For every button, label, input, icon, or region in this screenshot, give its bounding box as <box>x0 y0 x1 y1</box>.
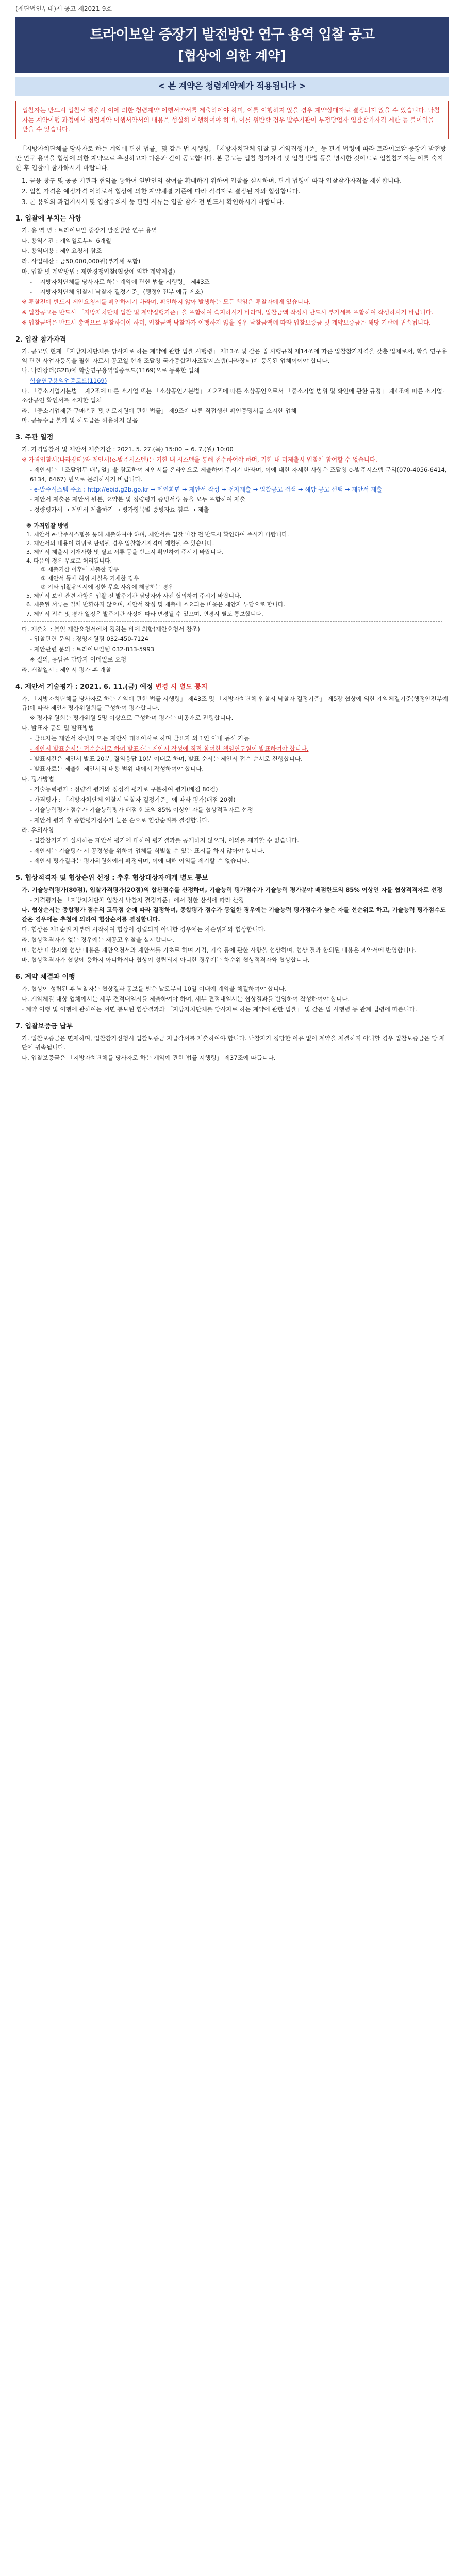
announcement-page <box>0 0 464 1074</box>
section-row: 다. 용역내용 : 제안요청서 참조 <box>22 247 102 255</box>
section-subrow: - 제안서 제출은 제안서 원본, 요약본 및 정량평가 증빙서류 등을 모두 포함하여 제출 <box>30 496 246 503</box>
section-row: 마. 입찰 및 계약방법 : 제한경쟁입찰(협상에 의한 계약체결) <box>22 267 175 275</box>
section-subrow: ※ 평가위원회는 평가위원 5명 이상으로 구성하며 평가는 비공개로 진행합니다. <box>30 714 234 722</box>
title-banner <box>15 17 449 73</box>
box-line: ※ 가격입찰 방법 <box>26 522 69 530</box>
box-line: ① 제출기한 이후에 제출한 경우 <box>41 566 119 573</box>
section-heading <box>15 682 449 692</box>
section-4 <box>15 682 449 866</box>
section-row: 라. 사업예산 : 금50,000,000원(부가세 포함) <box>22 257 141 265</box>
section-subrow: - 입찰관련 문의 : 경영지원팀 032-450-7124 <box>30 635 148 643</box>
section-row: 나. 계약체결 대상 업체에서는 세부 견적내역서를 제출하여야 하며, 세부 견적내역서는 협상결과를 반영하여 작성하여야 합니다. <box>22 995 350 1003</box>
section-3 <box>15 433 449 674</box>
section-row: 다. 제출처 : 불일 제안요청서에서 정하는 바에 의함(제안요청서 참조) <box>22 625 200 633</box>
section-row: 나. 입찰보증금은 「지방자치단체를 당사자로 하는 계약에 관한 법률 시행령」 제37조에 따릅니다. <box>22 1054 276 1061</box>
section-row: 가. 가격입찰서 및 제안서 제출기간 : 2021. 5. 27.(목) 15:00 ~ 6. 7.(월) 10:00 <box>22 446 234 453</box>
section-7 <box>15 1022 449 1063</box>
section-row: 나. 용역기간 : 계약일로부터 6개월 <box>22 237 111 245</box>
section-subrow: - 「지방자치단체 입찰시 낙찰자 결정기준」(행정안전부 예규 제호) <box>30 288 203 296</box>
section-row: 가. 입찰보증금은 면제하며, 입찰참가신청시 입찰보증금 지급각서를 제출하여야 합니다. 낙찰자가 정당한 이유 없이 계약을 체결하지 아니할 경우 입찰보증금은 당 재단에 귀속됩니다. <box>22 1034 445 1051</box>
section-heading: 1. 입찰에 부치는 사항 <box>15 215 82 223</box>
section-row: 마. 협상 대상자와 협상 내용은 제안요청서와 제안서를 기초로 하여 가격, 기술 등에 관한 사항을 협상하며, 협상 결과 합의된 내용은 계약서에 반영합니다. <box>22 946 417 954</box>
section-subrow: - 발표자료는 제출한 제안서의 내용 범위 내에서 작성하여야 합니다. <box>30 765 204 773</box>
section-subrow: - 「지방자치단체를 당사자로 하는 계약에 관한 법률 시행령」 제43조 <box>30 278 210 285</box>
section-subrow: - 제안서는 「조달업무 매뉴얼」을 참고하여 제안서를 온라인으로 제출하여 주시기 바라며, 이에 대한 자세한 사항은 조달청 e-발주시스템 문의(070-4056-6414, 6134, 6467) 번으로 문의하시기 바랍니다. <box>30 466 447 483</box>
section-row: - 계약 이행 및 이행에 관하여는 서면 통보된 협상결과와 「지방자치단체를 당사자로 하는 계약에 관한 법률」 및 같은 법 시행령 등 관계 법령에 따릅니다. <box>22 1006 417 1013</box>
box-line: 3. 제안서 제출시 기재사항 및 필요 서류 등을 반드시 확인하여 주시기 바랍니다. <box>26 549 223 556</box>
section-subrow: - 제안서 평가 후 종합평가점수가 높은 순으로 협상순위를 결정합니다. <box>30 816 210 824</box>
list-item: 3. 본 용역의 과업지시서 및 입찰유의서 등 관련 서류는 입찰 참가 전 반드시 확인하시기 바랍니다. <box>22 198 285 206</box>
section-row: 가. 기술능력평가(80점), 입찰가격평가(20점)의 합산점수를 산정하며, 기술능력 평가점수가 기술능력 평가분야 배점한도의 85% 이상인 자를 협상적격자로 선정 <box>22 886 443 893</box>
section-row: 나. 발표자 등록 및 발표방법 <box>22 724 94 732</box>
section-row: 가. 협상이 성립된 후 낙찰자는 협상결과 통보를 받은 날로부터 10일 이내에 계약을 체결하여야 합니다. <box>22 985 287 993</box>
page-subtitle: [협상에 의한 계약] <box>178 48 286 64</box>
section-5 <box>15 873 449 965</box>
section-row: 가. 「지방자치단체를 당사자로 하는 계약에 관한 법률 시행령」 제43조 및 「지방자치단체 입찰시 낙찰자 결정기준」 제5장 협상에 의한 계약체결기준(행정안전부예규)에 따라 제안서평가위원회를 구성하여 평가합니다. <box>22 694 448 711</box>
box-line: ③ 기타 입찰유의서에 정한 무효 사유에 해당하는 경우 <box>41 584 174 591</box>
section-row: 라. 유의사항 <box>22 826 54 834</box>
change-notice: 변경 시 별도 통지 <box>155 683 208 691</box>
section-subrow: - 기술능력평가 점수가 기술능력평가 배점 한도의 85% 이상인 자를 협상적격자로 선정 <box>30 806 253 814</box>
document-number: (재단법인부대)제 공고 제2021-9호 <box>15 5 112 12</box>
section-row: 라. 협상적격자가 없는 경우에는 재공고 입찰을 실시합니다. <box>22 936 174 943</box>
section-subrow: - 입찰참가자가 실시하는 제안서 평가에 대하여 평가결과를 공개하지 않으며, 이의를 제기할 수 없습니다. <box>30 837 299 844</box>
page-title: 트라이보알 증장기 발전방안 연구 용역 입찰 공고 <box>89 26 375 43</box>
section-row: 라. 「중소기업제품 구매촉진 및 판로지원에 관한 법률」 제9조에 따른 직접생산 확인증명서를 소지한 업체 <box>22 406 297 414</box>
section-row: 바. 협상적격자가 협상에 응하지 아니하거나 협상이 성립되지 아니한 경우에는 차순위 협상적격자와 협상합니다. <box>22 956 310 964</box>
section-row: 다. 「중소기업기본법」 제2조에 따른 소기업 또는 「소상공인기본법」 제2조에 따른 소상공인으로서 「중소기업 범위 및 확인에 관한 규정」 제4조에 따른 소기업·소상공인 확인서를 소지한 업체 <box>22 387 444 404</box>
box-line: 4. 다음의 경우 무효로 처리됩니다. <box>26 557 112 565</box>
integrity-notice: 입찰자는 반드시 입찰서 제출시 이에 의한 청렴계약 이행서약서를 제출하여야 하며, 이를 이행하지 않을 경우 계약상대자로 결정되지 않을 수 있습니다. 낙찰자는 계약이행 과정에서 청렴계약 이행서약서의 내용을 성실히 이행하여야 하며, 이를 위반할 경우 발주기관이 부정당업자 입찰참가자격 제한 등 불이익을 받을 수 있습니다. <box>15 101 449 139</box>
warning-text: - 제안서 발표순서는 접수순서로 하며 발표자는 제안서 작성에 직접 참여한 책임연구원이 발표하여야 합니다. <box>30 744 309 752</box>
section-subrow: - 발표자는 제안서 작성자 또는 제안사 대표이사로 하며 발표자 외 1인 이내 동석 가능 <box>30 735 250 742</box>
section-subrow: - 발표시간은 제안서 발표 20분, 질의응답 10분 이내로 하며, 발표 순서는 제안서 접수 순서로 진행합니다. <box>30 755 303 762</box>
section-subrow: - 정량평가서 → 제안서 제출하기 → 평가항목별 증빙자료 첨부 → 제출 <box>30 506 209 514</box>
section-row: 다. 평가방법 <box>22 775 54 783</box>
warning-text: ※ 입찰금액은 반드시 총액으로 투찰하여야 하며, 입찰금액 낙찰자가 이행하지 않을 경우 낙찰금액에 따라 입찰보증금 및 계약보증금은 해당 기관에 귀속됩니다. <box>22 318 431 326</box>
section-subrow: ※ 질의, 응답은 담당자 이메일로 요청 <box>30 656 127 664</box>
bidding-method-box <box>22 518 442 622</box>
section-row-text: 나. 나라장터(G2B)에 학술연구용역업종코드(1169)으로 등록한 업체 <box>22 367 200 375</box>
box-line: 5. 제안서 보안 관련 사항은 입찰 전 발주기관 담당자와 사전 협의하여 주시기 바랍니다. <box>26 592 242 600</box>
box-line: 1. 제안서 e-발주시스템을 통해 제출하여야 하며, 제안서를 입찰 마감 전 반드시 확인하여 주시기 바랍니다. <box>26 531 289 538</box>
section-row: 가. 용 역 명 : 트라이보알 중장기 발전방안 연구 용역 <box>22 227 157 234</box>
section-heading: 7. 입찰보증금 납부 <box>15 1022 73 1030</box>
intro-paragraph: 「지방자치단체를 당사자로 하는 계약에 관한 법률」및 같은 법 시행령, 「지방자치단체 입찰 및 계약집행기준」등 관계 법령에 따라 트라이보알 중장기 발전방안 연구 용역을 협상에 의한 계약으로 추진하고자 다음과 같이 공고합니다. 본 공고는 입찰 참가자격 및 입찰 방법 등을 명시한 것이므로 입찰참가자는 이를 숙지한 후 입찰에 참가하시기 바랍니다. <box>15 145 446 172</box>
box-line: 7. 제안서 접수 및 평가 일정은 발주기관 사정에 따라 변경될 수 있으며, 변경시 별도 통보합니다. <box>26 610 263 617</box>
section-6 <box>15 972 449 1014</box>
section-heading: 5. 협상적격자 및 협상순위 선정 : 추후 협상대상자에게 별도 통보 <box>15 874 208 882</box>
box-line: 6. 제출된 서류는 일체 반환하지 않으며, 제안서 작성 및 제출에 소요되는 비용은 제안자 부담으로 합니다. <box>26 601 286 608</box>
section-row: 가. 공고일 현재 「지방자치단체를 당사자로 하는 계약에 관한 법률 시행령」 제13조 및 같은 법 시행규칙 제14조에 따른 입찰참가자격을 갖춘 업체로서, 학술 연구용역 관련 사업자등록을 필한 자로서 공고일 현재 조달청 국가종합전자조달시스템(나라장터)에 등록된 업체이어야 합니다. <box>22 347 448 364</box>
box-line: ② 제안서 등에 허위 사실을 기재한 경우 <box>41 575 139 582</box>
list-item: 1. 금융 창구 및 공공 기관과 협약을 통하여 일반인의 참여를 확대하기 위하여 입찰을 실시하며, 관계 법령에 따라 입찰참가자격을 제한합니다. <box>22 177 402 184</box>
section-heading-text: 4. 제안서 기술평가 : 2021. 6. 11.(금) 예정 <box>15 683 153 691</box>
section-row: 다. 협상은 제1순위 자부터 시작하여 협상이 성립되지 아니한 경우에는 차순위자와 협상합니다. <box>22 925 266 933</box>
section-subrow: - 기술능력평가 : 정량적 평가와 정성적 평가로 구분하여 평가(배점 80점) <box>30 786 218 793</box>
section-row <box>22 366 449 376</box>
section-subrow: - 제안서 평가결과는 평가위원회에서 확정되며, 이에 대해 이의를 제기할 수 없습니다. <box>30 857 250 865</box>
section-subrow: - 제안관련 문의 : 트라이보알팀 032-833-5993 <box>30 646 155 653</box>
section-1 <box>15 214 449 327</box>
section-row: 라. 개찰일시 : 제안서 평가 후 개찰 <box>22 666 111 673</box>
integrity-contract-banner: < 본 계약은 청렴계약제가 적용됩니다 > <box>15 77 449 96</box>
list-item: 2. 입찰 가격은 예정가격 이하로서 협상에 의한 계약체결 기준에 따라 적격자로 결정된 자와 협상합니다. <box>22 188 301 195</box>
section-row: 나. 협상순서는 종합평가 점수의 고득점 순에 따라 결정하며, 종합평가 점수가 동일한 경우에는 기술능력 평가점수가 높은 자를 선순위로 하고, 기술능력 평가점수도 같은 경우에는 추첨에 의하여 협상순서를 결정합니다. <box>22 906 446 923</box>
section-heading: 3. 주관 일정 <box>15 434 54 442</box>
ebid-link[interactable]: - e-발주시스템 주소 : http://ebid.g2b.go.kr → 메인화면 → 제안서 작성 → 전자제출 → 입찰공고 검색 → 해당 공고 선택 → 제안서 제출 <box>30 485 383 493</box>
warning-text: ※ 투찰전에 반드시 제안요청서를 확인하시기 바라며, 확인하지 않아 발생하는 모든 책임은 투찰자에게 있습니다. <box>22 298 311 306</box>
warning-text: ※ 입찰공고는 반드시 「지방자치단체 입찰 및 계약집행기준」을 포함하여 숙지하시기 바라며, 입찰금액 작성시 반드시 부가세를 포함하여 작성하시기 바랍니다. <box>22 308 434 316</box>
industry-code-highlight: 학술연구용역업종코드(1169) <box>30 377 107 385</box>
box-line: 2. 제안서의 내용이 허위로 판명될 경우 입찰참가자격이 제한될 수 있습니다. <box>26 540 214 547</box>
section-subrow: - 제안서는 기술평가 시 공정성을 위하여 업체를 식별할 수 있는 표시를 하지 않아야 합니다. <box>30 846 265 854</box>
section-heading: 2. 입찰 참가자격 <box>15 335 67 344</box>
warning-text: ※ 가격입찰서(나라장터)와 제안서(e-발주시스템)는 기한 내 시스템을 통해 접수하여야 하며, 기한 내 미제출시 입찰에 참여할 수 없습니다. <box>22 456 377 464</box>
section-2 <box>15 335 449 426</box>
section-subrow: - 가격평가 : 「지방자치단체 입찰시 낙찰자 결정기준」에 따라 평가(배점 20점) <box>30 795 236 803</box>
intro-list <box>15 176 449 207</box>
section-subrow: - 가격평가는 「지방자치단체 입찰시 낙찰자 결정기준」에서 정한 산식에 따라 산정 <box>30 896 244 904</box>
section-row: 마. 공동수급 불가 및 하도급은 허용하지 않음 <box>22 417 138 425</box>
section-heading: 6. 계약 체결과 이행 <box>15 973 75 981</box>
